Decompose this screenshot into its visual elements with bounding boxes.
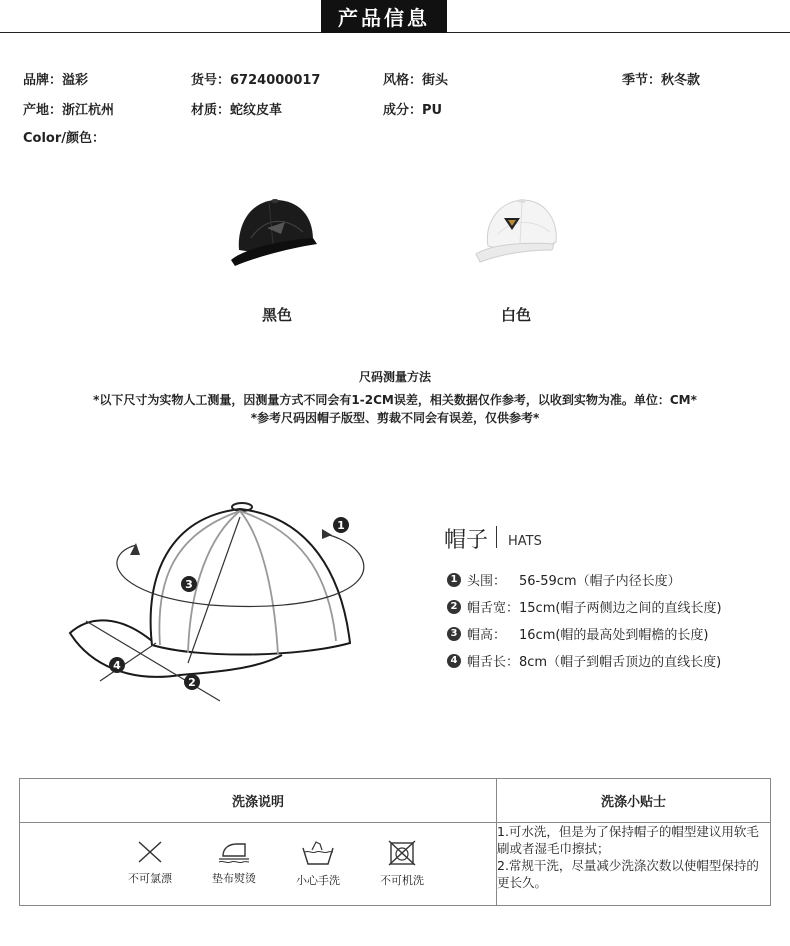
diagram-marker-3: 3: [185, 578, 193, 591]
title-divider: [496, 526, 497, 548]
diagram-marker-4: 4: [113, 659, 121, 672]
wash-icon-item: 不可机洗: [360, 840, 444, 888]
info-brand: 品牌：溢彩: [23, 73, 89, 88]
tip-1: 1.可水洗，但是为了保持帽子的帽型建议用软毛刷或者湿毛巾擦拭；: [497, 824, 759, 856]
measure-brim-width: 2 帽舌宽： 15cm(帽子两侧边之间的直线长度): [447, 597, 722, 616]
wash-icon-item: 垫布熨烫: [192, 840, 276, 888]
color-black-label: 黑色: [261, 306, 292, 324]
size-note-line1: *以下尺寸为实物人工测量，因测量方式不同会有1-2CM误差，相关数据仅作参考，以收到实物为准。单位：CM*: [93, 393, 697, 407]
size-note-line2: *参考尺码因帽子版型、剪裁不同会有误差，仅供参考*: [250, 411, 540, 425]
measure-head-circumference: 1 头围： 56-59cm（帽子内径长度）: [447, 570, 681, 589]
diagram-title-en: HATS: [508, 534, 542, 549]
iron-cloth-icon: [217, 840, 251, 864]
cap-measurement-diagram: [60, 495, 390, 710]
white-cap-image[interactable]: [468, 188, 568, 268]
wash-table: [19, 778, 771, 906]
diagram-marker-1: 1: [337, 519, 345, 532]
color-label: Color/颜色：: [23, 131, 106, 146]
wash-icons-cell: [20, 823, 497, 906]
info-season: 季节：秋冬款: [622, 73, 701, 88]
wash-instructions-header: 洗涤说明: [20, 779, 497, 823]
measure-brim-length: 4 帽舌长： 8cm（帽子到帽舌顶边的直线长度): [447, 651, 721, 670]
diagram-title-cn: 帽子: [444, 528, 489, 553]
no-bleach-icon: [136, 840, 164, 864]
color-white-label: 白色: [500, 306, 531, 324]
wash-tips-cell: [497, 823, 771, 906]
measure-cap-height: 3 帽高： 16cm(帽的最高处到帽檐的长度): [447, 624, 709, 643]
wash-icon-item: 不可氯漂: [108, 840, 192, 888]
no-machine-wash-icon: [388, 840, 416, 866]
wash-icon-item: 小心手洗: [276, 840, 360, 888]
info-origin: 产地：浙江杭州: [23, 103, 115, 118]
tip-2: 2.常规干洗，尽量减少洗涤次数以使帽型保持的更长久。: [497, 858, 759, 890]
info-material: 材质：蛇纹皮革: [191, 103, 283, 118]
black-cap-image[interactable]: [225, 188, 325, 268]
info-style: 风格：街头: [383, 73, 449, 88]
diagram-marker-2: 2: [188, 676, 196, 689]
wash-tips-header: 洗涤小贴士: [497, 779, 771, 823]
section-title: 产品信息: [321, 0, 447, 33]
hand-wash-icon: [300, 840, 336, 866]
info-composition: 成分：PU: [383, 103, 443, 118]
info-item-no: 货号：6724000017: [191, 73, 321, 88]
size-method-title: 尺码测量方法: [358, 370, 431, 384]
